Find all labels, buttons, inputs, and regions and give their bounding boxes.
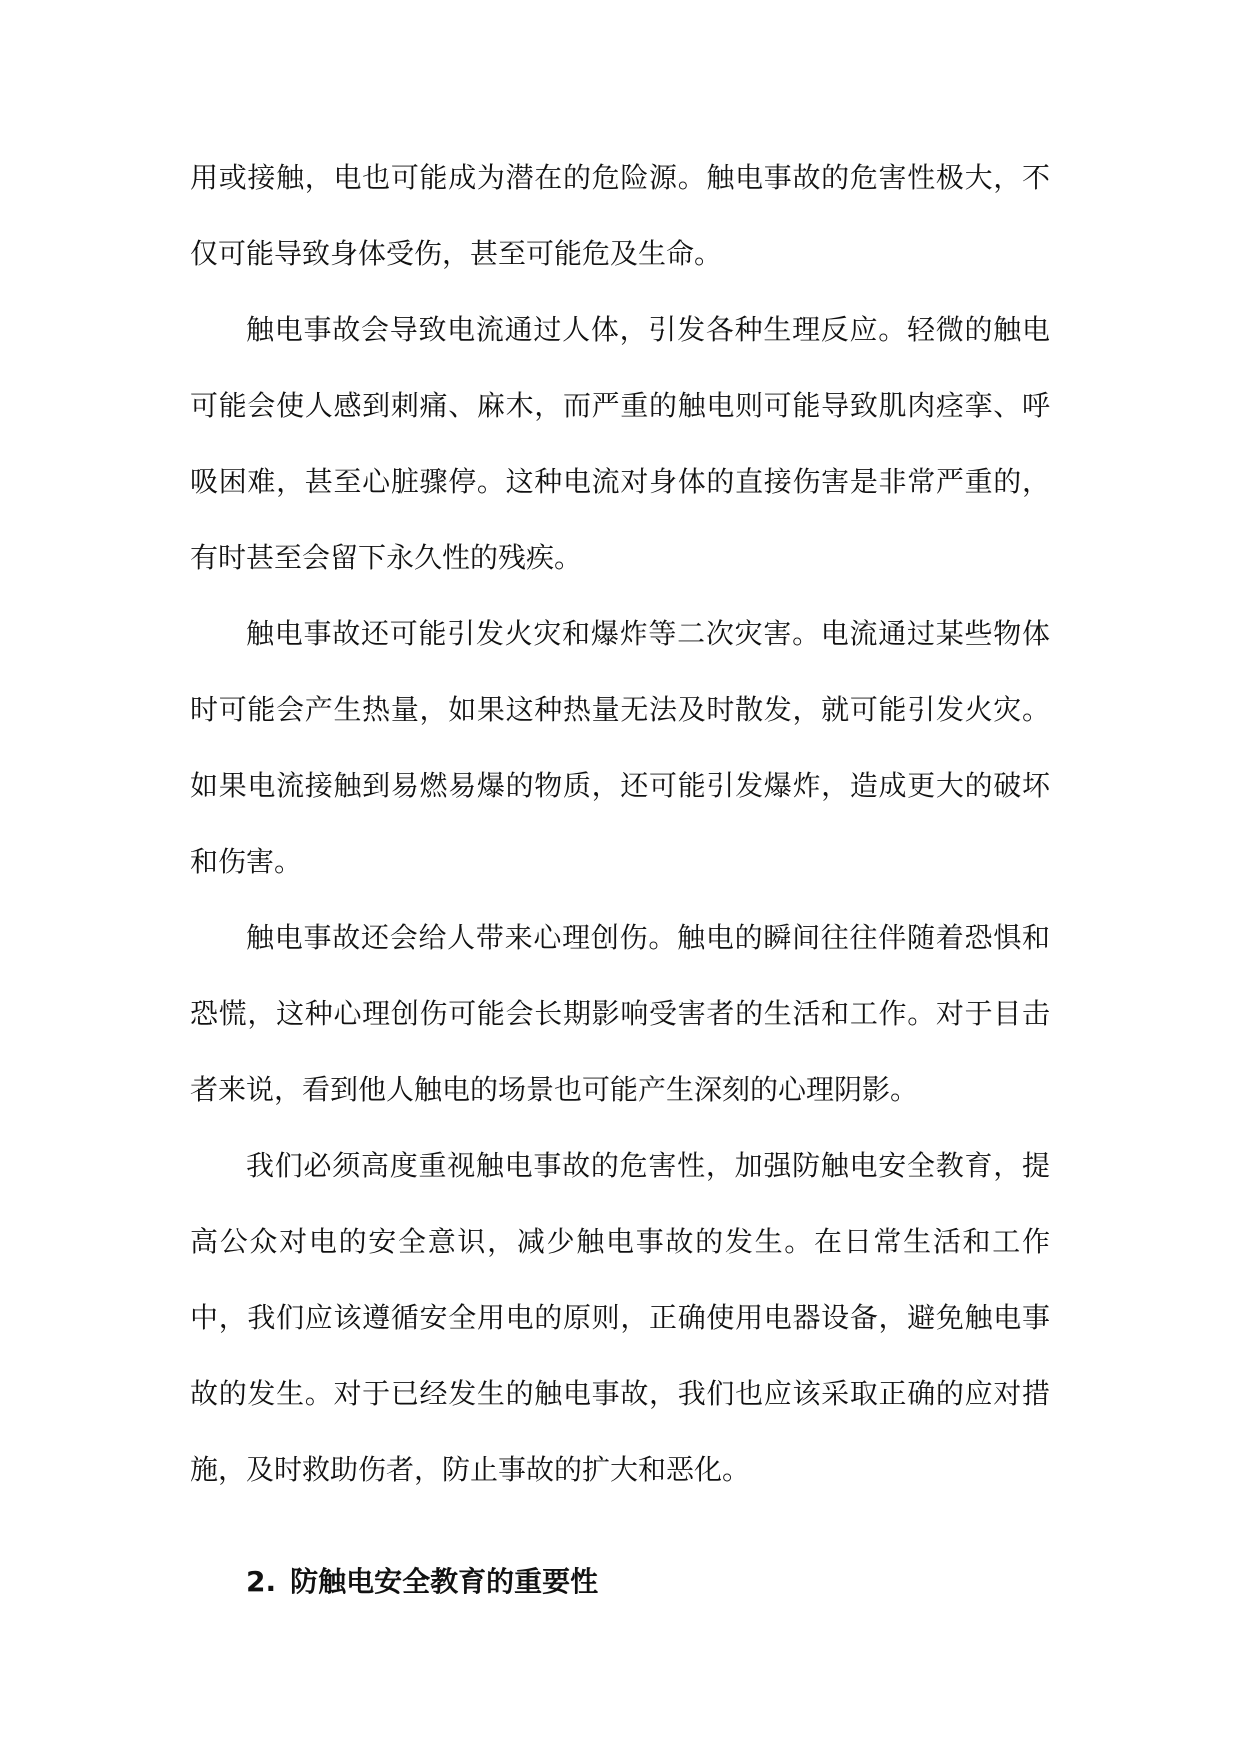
- section-number: 2.: [246, 1565, 277, 1598]
- paragraph-continuation: 用或接触，电也可能成为潜在的危险源。触电事故的危害性极大，不仅可能导致身体受伤，甚至可能危及生命。: [190, 161, 1050, 270]
- section-heading: [246, 1552, 1050, 1612]
- paragraph-psychological-trauma: 触电事故还会给人带来心理创伤。触电的瞬间往往伴随着恐惧和恐慌，这种心理创伤可能会长期影响受害者的生活和工作。对于目击者来说，看到他人触电的场景也可能产生深刻的心理阴影。: [190, 921, 1050, 1106]
- paragraph-physical-harm: 触电事故会导致电流通过人体，引发各种生理反应。轻微的触电可能会使人感到刺痛、麻木，而严重的触电则可能导致肌肉痉挛、呼吸困难，甚至心脏骤停。这种电流对身体的直接伤害是非常严重的，有时甚至会留下永久性的残疾。: [190, 313, 1050, 574]
- paragraph-conclusion: 我们必须高度重视触电事故的危害性，加强防触电安全教育，提高公众对电的安全意识，减少触电事故的发生。在日常生活和工作中，我们应该遵循安全用电的原则，正确使用电器设备，避免触电事故的发生。对于已经发生的触电事故，我们也应该采取正确的应对措施，及时救助伤者，防止事故的扩大和恶化。: [190, 1149, 1050, 1486]
- document-body: [190, 140, 1050, 1612]
- paragraph-fire-explosion: 触电事故还可能引发火灾和爆炸等二次灾害。电流通过某些物体时可能会产生热量，如果这种热量无法及时散发，就可能引发火灾。如果电流接触到易燃易爆的物质，还可能引发爆炸，造成更大的破坏和伤害。: [190, 617, 1050, 878]
- section-title: 防触电安全教育的重要性: [290, 1565, 599, 1598]
